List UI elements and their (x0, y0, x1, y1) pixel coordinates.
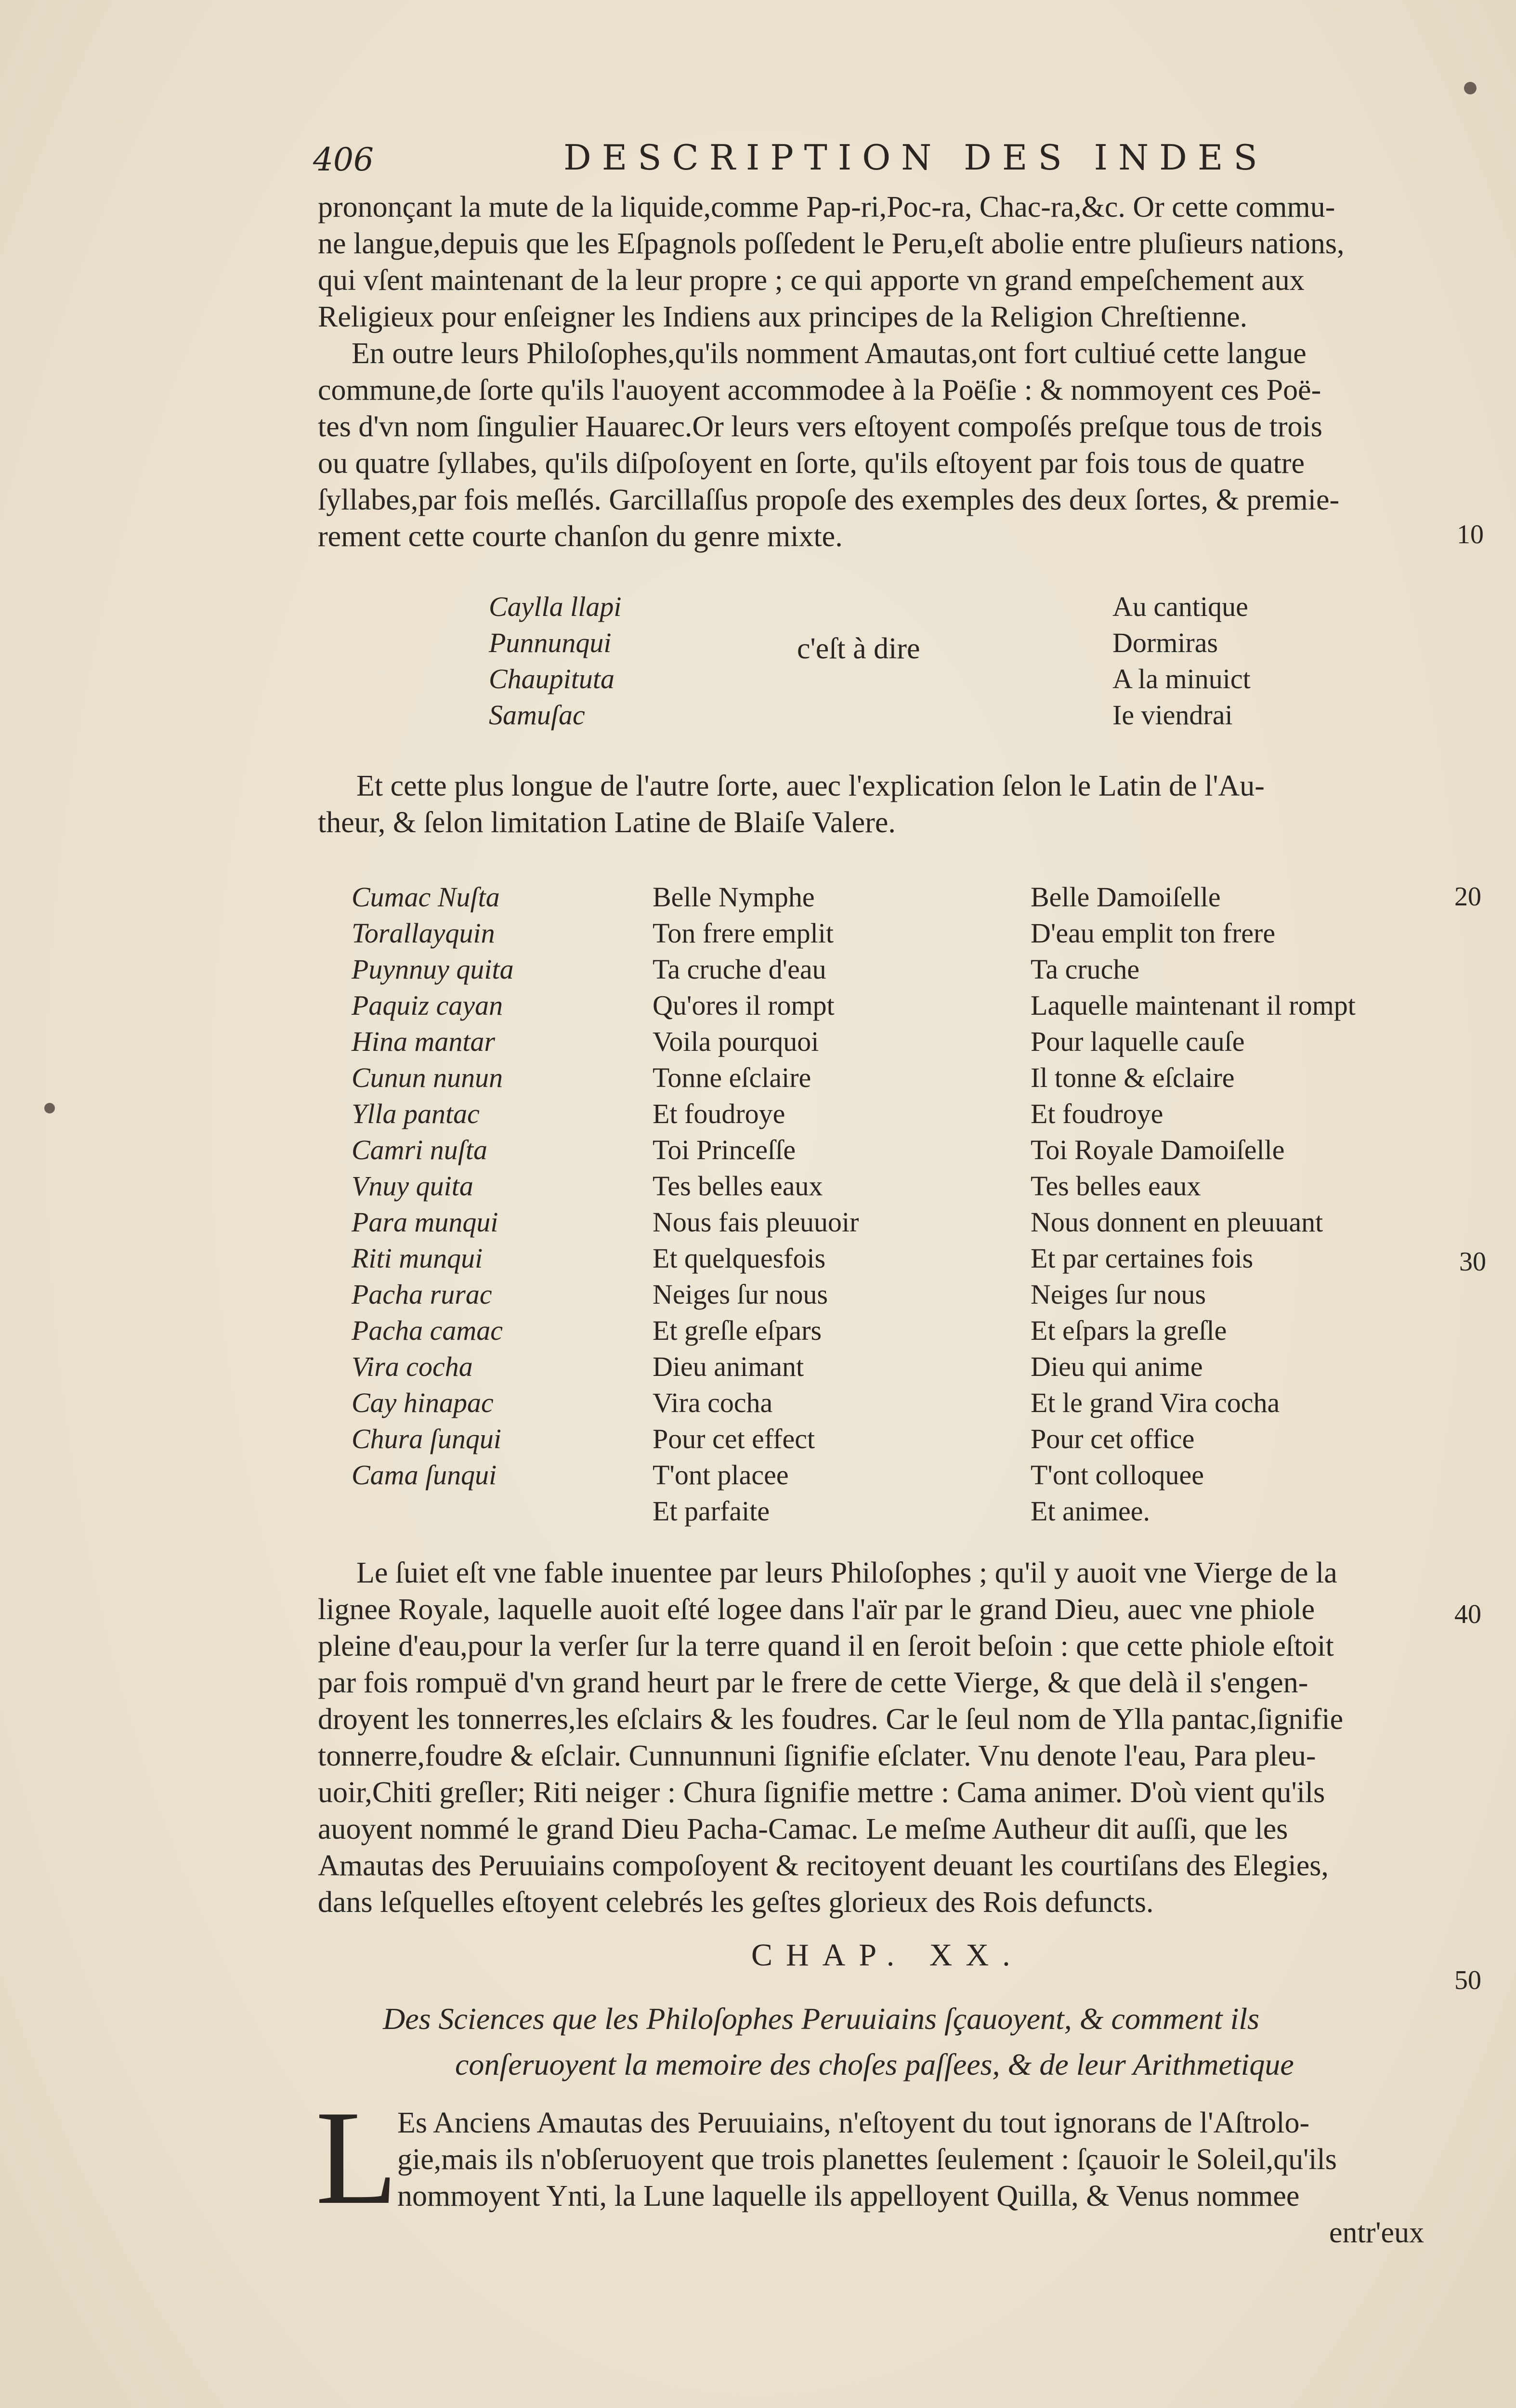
poem-line: Vira cocha (653, 1387, 773, 1418)
text-line: dans leſquelles eſtoyent celebrés les geſtes glorieux des Rois defuncts. (318, 1886, 1154, 1919)
poem-line: Et le grand Vira cocha (1031, 1387, 1280, 1418)
poem-line: Cumac Nuſta (352, 881, 500, 913)
text-line: ou quatre ſyllabes, qu'ils diſpoſoyent en ſorte, qu'ils eſtoyent par fois tous de quatre (318, 447, 1305, 480)
text-line: Et cette plus longue de l'autre ſorte, auec l'explication ſelon le Latin de l'Au- (356, 770, 1265, 802)
short-poem-quechua (489, 589, 622, 733)
text-line: Es Anciens Amautas des Peruuiains, n'eſtoyent du tout ignorans de l'Aſtrolo- (397, 2107, 1310, 2139)
poem-line: Paquiz cayan (352, 990, 503, 1021)
poem-line: Samuſac (489, 699, 585, 731)
poem-line: A la minuict (1112, 663, 1251, 694)
text-line: ne langue,depuis que les Eſpagnols poſſedent le Peru,eſt abolie entre pluſieurs nations, (318, 227, 1345, 260)
poem-line: Pacha camac (352, 1315, 503, 1346)
text-line: rement cette courte chanſon du genre mixte. (318, 520, 843, 553)
poem-line: Et par certaines fois (1031, 1243, 1254, 1274)
text-line: Le ſuiet eſt vne fable inuentee par leurs Philoſophes ; qu'il y auoit vne Vierge de la (356, 1557, 1337, 1589)
text-line: theur, & ſelon limitation Latine de Blaiſe Valere. (318, 806, 896, 839)
poem-line: Et greſle eſpars (653, 1315, 822, 1346)
text-line: lignee Royale, laquelle auoit eſté logee dans l'aïr par le grand Dieu, auec vne phiole (318, 1593, 1315, 1626)
text-line: droyent les tonnerres,les eſclairs & les foudres. Car le ſeul nom de Ylla pantac,ſignifie (318, 1703, 1344, 1736)
chapter-title: Des Sciences que les Philoſophes Peruuiains ſçauoyent, & comment ils (383, 2002, 1260, 2036)
poem-line: D'eau emplit ton frere (1031, 917, 1276, 949)
poem-line: Cay hinapac (352, 1387, 494, 1418)
poem-line: Toi Princeſſe (653, 1134, 796, 1165)
poem-line: Laquelle maintenant il rompt (1031, 990, 1356, 1021)
page-header (313, 137, 1459, 181)
poem-line: Toi Royale Damoiſelle (1031, 1134, 1285, 1165)
poem-line: Tes belles eaux (1031, 1170, 1201, 1202)
text-line: Religieux pour enſeigner les Indiens aux principes de la Religion Chreſtienne. (318, 301, 1248, 333)
poem-line: Para munqui (352, 1206, 498, 1238)
poem-line: Pacha rurac (352, 1279, 492, 1310)
poem-line: Au cantique (1112, 591, 1248, 622)
text-line: En outre leurs Philoſophes,qu'ils nomment Amautas,ont fort cultiué cette langue (352, 337, 1307, 370)
text-line: pleine d'eau,pour la verſer ſur la terre quand il en ſeroit beſoin : que cette phiole eſtoit (318, 1630, 1334, 1662)
long-poem-quechua (352, 879, 514, 1493)
drop-cap: L (315, 2082, 398, 2232)
page-number: 406 (313, 141, 374, 178)
poem-line: Dormiras (1112, 627, 1218, 658)
poem-line: Tes belles eaux (653, 1170, 823, 1202)
margin-line-number: 20 (1454, 882, 1481, 912)
poem-line: Voila pourquoi (653, 1026, 819, 1057)
text-line: par fois rompuë d'vn grand heurt par le frere de cette Vierge, & que delà il s'engen- (318, 1666, 1308, 1699)
poem-line: Qu'ores il rompt (653, 990, 835, 1021)
poem-line: Et foudroye (653, 1098, 785, 1129)
long-poem-latin-rendering (653, 879, 859, 1529)
catchword: entr'eux (1329, 2216, 1425, 2249)
text-line: auoyent nommé le grand Dieu Pacha-Camac. Le meſme Autheur dit auſſi, que les (318, 1813, 1288, 1845)
poem-line: Ie viendrai (1112, 699, 1233, 731)
text-line: Amautas des Peruuiains compoſoyent & recitoyent deuant les courtiſans des Elegies, (318, 1849, 1329, 1882)
margin-line-number: 10 (1457, 520, 1484, 550)
poem-line: Il tonne & eſclaire (1031, 1062, 1235, 1093)
text-line: ſyllabes,par fois meſlés. Garcillaſſus propoſe des exemples des deux ſortes, & premie- (318, 484, 1340, 516)
poem-line: Belle Damoiſelle (1031, 881, 1221, 913)
text-line: prononçant la mute de la liquide,comme Pap-ri,Poc-ra, Chac-ra,&c. Or cette commu- (318, 191, 1335, 223)
poem-line: Torallayquin (352, 917, 495, 949)
margin-line-number: 50 (1454, 1965, 1481, 1995)
poem-line: Et quelquesfois (653, 1243, 826, 1274)
text-line: gie,mais ils n'obſeruoyent que trois planettes ſeulement : ſçauoir le Soleil,qu'ils (397, 2143, 1337, 2176)
poem-line: Ylla pantac (352, 1098, 480, 1129)
poem-line: Et animee. (1031, 1495, 1150, 1527)
poem-line: T'ont colloquee (1031, 1459, 1204, 1491)
poem-line: Vnuy quita (352, 1170, 473, 1202)
poem-line: Cunun nunun (352, 1062, 503, 1093)
text-line: tes d'vn nom ſingulier Hauarec.Or leurs vers eſtoyent compoſés preſque tous de trois (318, 410, 1322, 443)
text-line: nommoyent Ynti, la Lune laquelle ils appelloyent Quilla, & Venus nommee (397, 2180, 1300, 2212)
poem-line: Cama ſunqui (352, 1459, 497, 1491)
poem-line: Chura ſunqui (352, 1423, 501, 1454)
ink-speck (1464, 82, 1477, 94)
poem-line: Pour cet effect (653, 1423, 815, 1454)
poem-line: Nous donnent en pleuuant (1031, 1206, 1323, 1238)
poem-line: Et foudroye (1031, 1098, 1163, 1129)
poem-line: Neiges ſur nous (1031, 1279, 1206, 1310)
poem-line: Vira cocha (352, 1351, 473, 1382)
poem-line: Camri nuſta (352, 1134, 487, 1165)
text-line: uoir,Chiti greſler; Riti neiger : Chura ſignifie mettre : Cama animer. D'où vient qu'ils (318, 1776, 1325, 1809)
poem-line: Ta cruche d'eau (653, 954, 826, 985)
poem-line: Belle Nymphe (653, 881, 815, 913)
short-poem-connector: c'eſt à dire (797, 632, 920, 665)
poem-line: Nous fais pleuuoir (653, 1206, 859, 1238)
poem-line: Ta cruche (1031, 954, 1140, 985)
poem-line: Pour cet office (1031, 1423, 1195, 1454)
poem-line: Neiges ſur nous (653, 1279, 828, 1310)
chapter-heading: CHAP. XX. (751, 1937, 1024, 1973)
margin-line-number: 30 (1459, 1247, 1486, 1277)
poem-line: Riti munqui (352, 1243, 483, 1274)
running-title: DESCRIPTION DES INDES (563, 137, 1268, 178)
poem-line: Hina mantar (352, 1026, 496, 1057)
poem-line: Chaupituta (489, 663, 615, 694)
poem-line: Tonne eſclaire (653, 1062, 811, 1093)
margin-line-number: 40 (1454, 1599, 1481, 1629)
text-line: commune,de ſorte qu'ils l'auoyent accommodee à la Poëſie : & nommoyent ces Poë- (318, 374, 1321, 406)
ink-speck (44, 1103, 55, 1113)
chapter-title: conſeruoyent la memoire des choſes paſſees, & de leur Arithmetique (455, 2047, 1294, 2081)
poem-line: Punnunqui (489, 627, 612, 658)
long-poem-valere-rendering (1031, 879, 1356, 1529)
poem-line: Puynnuy quita (352, 954, 514, 985)
text-line: tonnerre,foudre & eſclair. Cunnunnuni ſignifie eſclater. Vnu denote l'eau, Para pleu- (318, 1740, 1316, 1772)
poem-line: Pour laquelle cauſe (1031, 1026, 1245, 1057)
poem-line: Et parfaite (653, 1495, 770, 1527)
short-poem-french (1112, 589, 1251, 733)
poem-line: Dieu animant (653, 1351, 804, 1382)
poem-line: Dieu qui anime (1031, 1351, 1203, 1382)
poem-line: T'ont placee (653, 1459, 789, 1491)
poem-line: Et eſpars la greſle (1031, 1315, 1227, 1346)
text-line: qui vſent maintenant de la leur propre ; ce qui apporte vn grand empeſchement aux (318, 264, 1305, 297)
poem-line: Ton frere emplit (653, 917, 834, 949)
poem-line: Caylla llapi (489, 591, 622, 622)
